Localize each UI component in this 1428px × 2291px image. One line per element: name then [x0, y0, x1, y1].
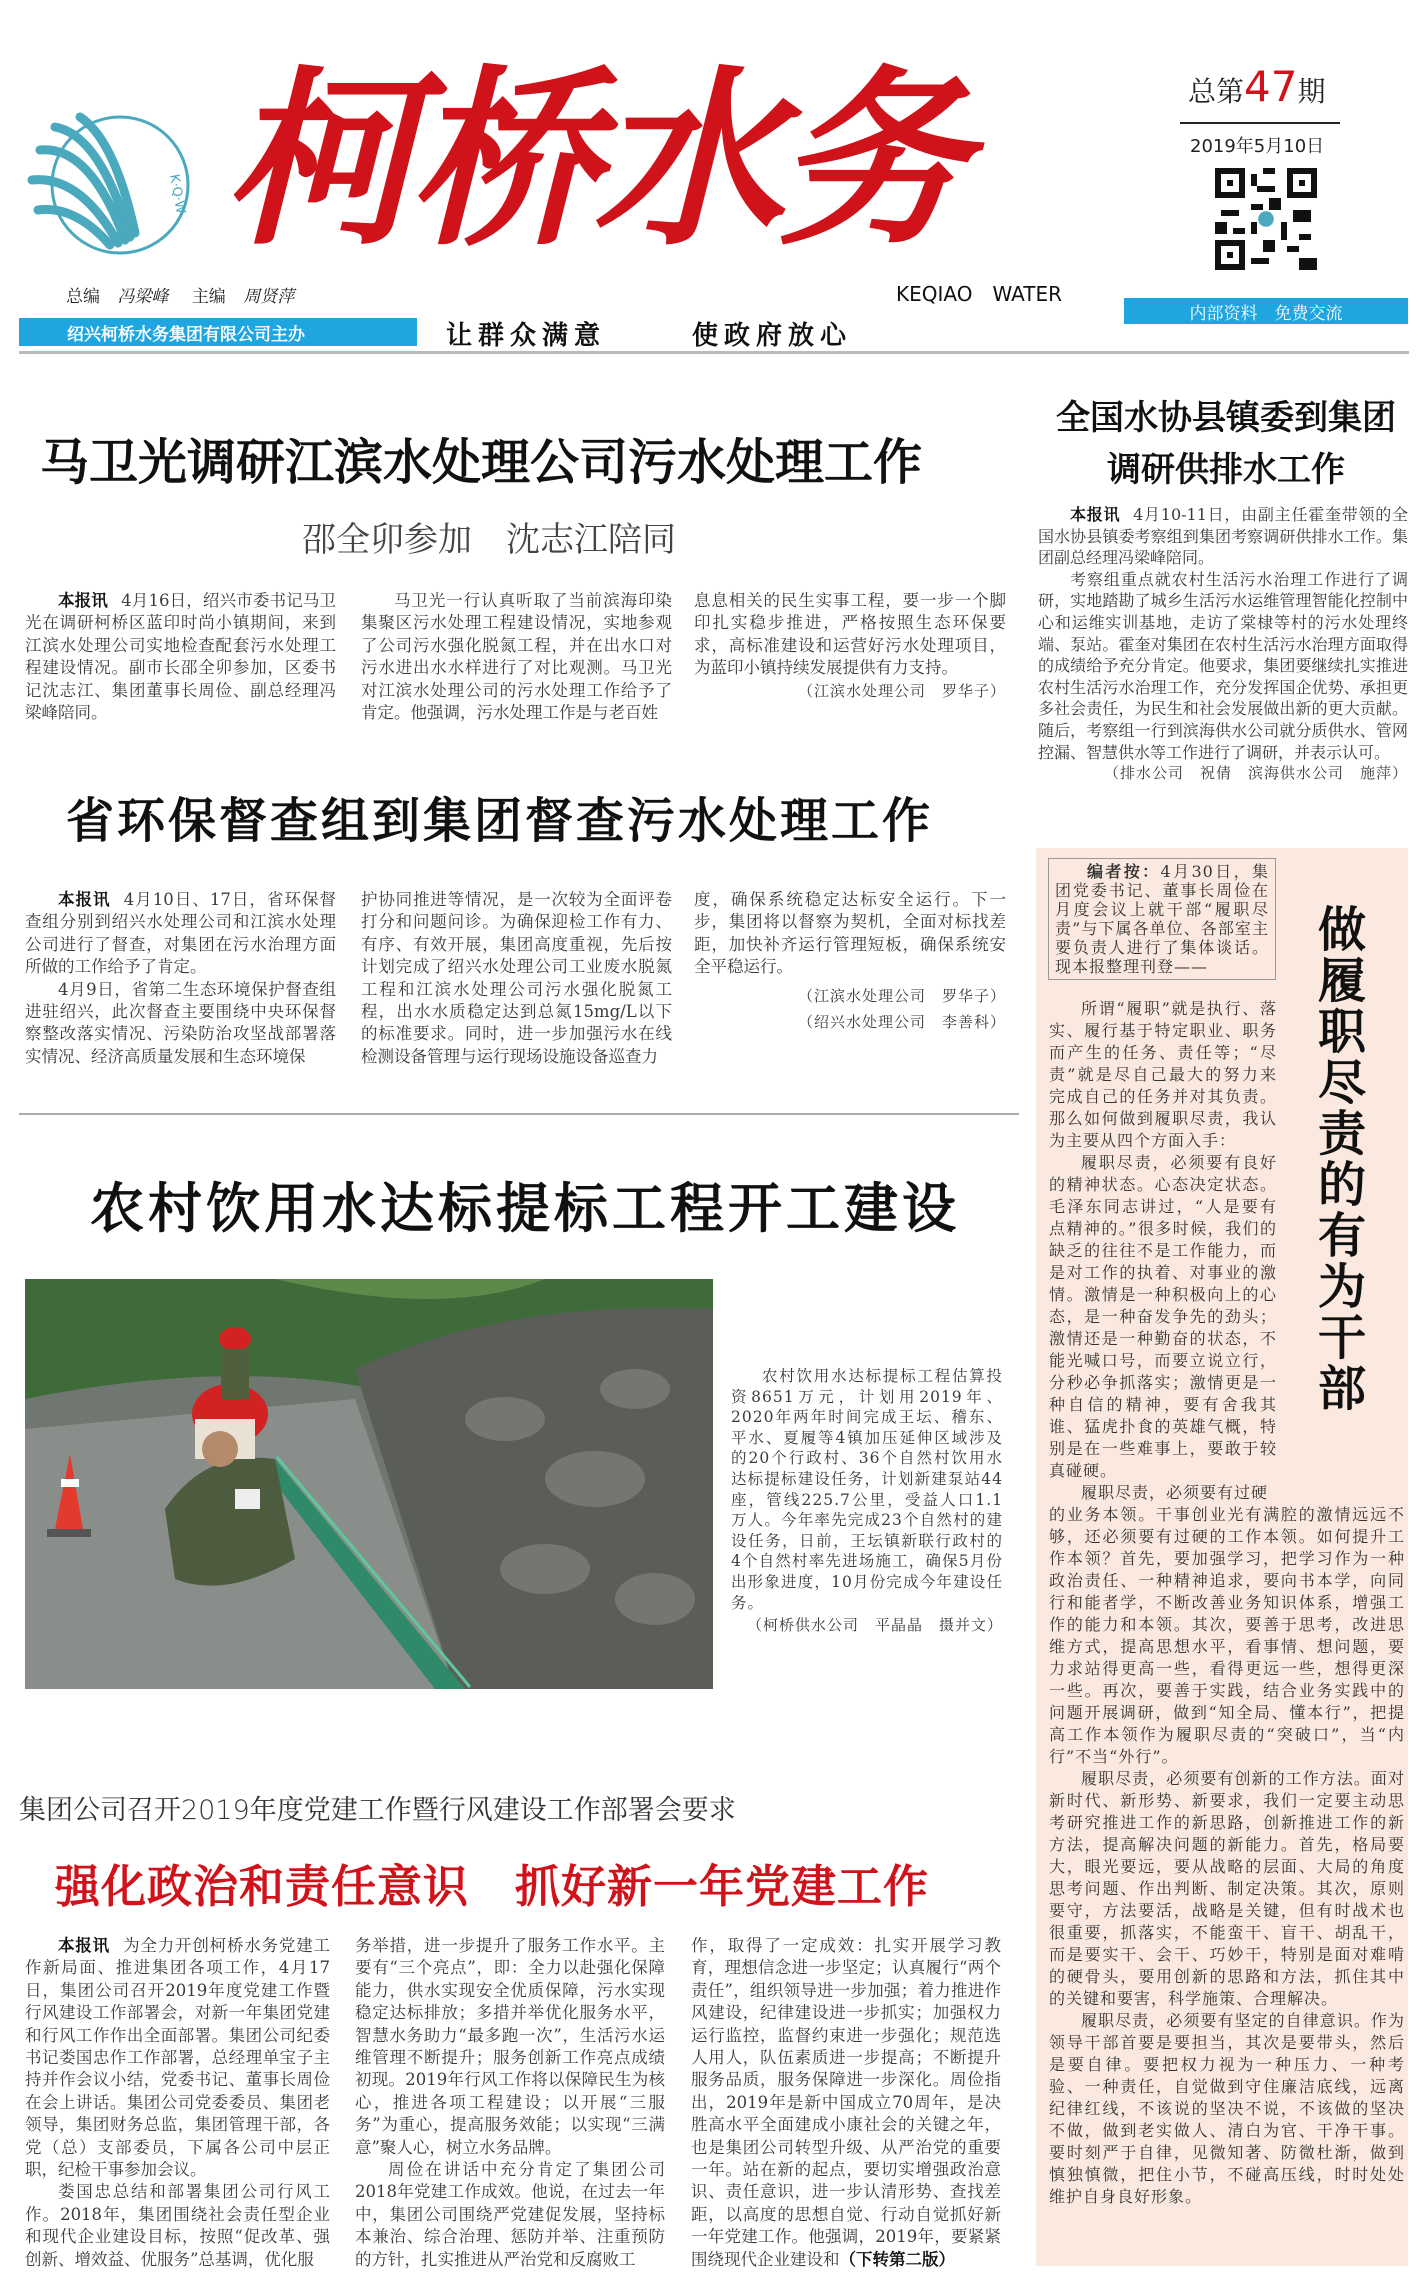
- article1-headline: 马卫光调研江滨水处理公司污水处理工作: [40, 434, 923, 491]
- article1-col3: [694, 590, 1006, 702]
- logo: [20, 105, 200, 265]
- issue-suffix: 期: [1297, 75, 1326, 108]
- issue-number: [1188, 62, 1325, 111]
- text: 履职尽责，必须要有良好的精神状态。心态决定状态。毛泽东同志讲过，“人是要有点精神的。”很多时候，我们的缺乏的往往不是工作能力，而是对工作的执着、对事业的激情。激情是一种积极向上的心态，是一种奋发争先的劲头；激情还是一种勤奋的状态，不能光喊口号，而要立说立行，分秒必争抓落实；激情更是一种自信的精神，要有舍我其谁、猛虎扑食的英雄气概，特别是在一些难事上，要敢于较真碰硬。: [1049, 1153, 1277, 1480]
- text: 4月16日，绍兴市委书记马卫光在调研柯桥区蓝印时尚小镇期间，来到江滨水处理公司实地检查配套污水处理工程建设情况。副市长邵全卯参加，区委书记沈志江、集团董事长周俭、副总经理冯梁峰陪同。: [25, 591, 336, 723]
- editor-label: 总编: [66, 287, 100, 307]
- internal-text: 内部资料 免费交流: [1189, 303, 1343, 324]
- text: 所谓“履职”就是执行、落实、履行基于特定职业、职务而产生的任务、责任等；“尽责”就是尽自己最大的努力来完成自己的任务并对其负责。那么如何做到履职尽责，我认为主要从四个方面入手：: [1049, 999, 1277, 1150]
- masthead-rule: [19, 351, 1409, 354]
- article2-col3: [694, 889, 1006, 1033]
- article4-col3: [691, 1935, 1001, 2271]
- article4-col2: [355, 1935, 665, 2271]
- note-lead: 编者按：: [1087, 862, 1161, 881]
- article4-kicker: 集团公司召开2019年度党建工作暨行风建设工作部署会要求: [19, 1795, 736, 1826]
- text: 履职尽责，必须要有坚定的自律意识。作为领导干部首要是要担当，其次是要带头，然后是要自律。要把权力视为一种压力、一种考验、一种责任，自觉做到守住廉洁底线，远离纪律红线，不该说的坚决不说，不该做的坚决不做，做到老实做人、清白为官、干净干事。要时刻严于自律，见微知著、防微杜渐，做到慎独慎微，把住小节，不碰高压线，时时处处维护自身良好形象。: [1049, 2011, 1405, 2206]
- note-text: 4月30日，集团党委书记、董事长周俭在月度会议上就干部“履职尽责”与下属各单位、各部室主要负责人进行了集体谈话。现本报整理刊登——: [1055, 862, 1269, 976]
- byline: （柯桥供水公司 平晶晶 摄并文）: [746, 1616, 1003, 1635]
- text: 考察组重点就农村生活污水治理工作进行了调研，实地踏勘了城乡生活污水运维管理智能化控制中心和运维实训基地，走访了棠棣等村的污水处理终端、泵站。霍奎对集团在农村生活污水治理方面取得的成绩给予充分肯定。他要求，集团要继续扎实推进农村生活污水治理工作，充分发挥国企优势、承担更多社会责任，为民生和社会发展做出新的更大贡献。随后，考察组一行到滨海供水公司就分质供水、管网控漏、智慧供水等工作进行了调研，并表示认可。: [1038, 569, 1408, 762]
- chief-name: 周贤萍: [243, 287, 295, 307]
- sponsor-bar: [19, 318, 417, 346]
- text: 作，取得了一定成效：扎实开展学习教育，理想信念进一步坚定；认真履行“两个责任”，组织领导进一步加强；着力推进作风建设，纪律建设进一步抓实；加强权力运行监控，监督约束进一步强化；规范选人用人，队伍素质进一步提高；不断提升服务品质，服务保障进一步深化。周俭指出，2019年是新中国成立70周年，是决胜高水平全面建成小康社会的关键之年，也是集团公司转型升级、从严治党的重要一年。站在新的起点，要切实增强政治意识、责任意识，进一步认清形势、查找差距，以高度的思想自觉、行动自觉抓好新一年党建工作。他强调，2019年，要紧紧围绕现代企业建设和: [691, 1936, 1001, 2269]
- article1-col1: [25, 590, 336, 724]
- article1-subhead: 邵全卯参加 沈志江陪同: [302, 520, 676, 560]
- worker-back: [219, 1327, 251, 1399]
- article3-headline: 农村饮用水达标提标工程开工建设: [90, 1177, 960, 1240]
- logo-letters: K·Q·W: [166, 173, 188, 215]
- right-headline-1: 全国水协县镇委到集团: [1056, 398, 1396, 438]
- text: 4月9日，省第二生态环境保护督查组进驻绍兴，此次督查主要围绕中央环保督察整改落实情况、污染防治攻坚战部署落实情况、经济高质量发展和生态环境保: [25, 979, 336, 1066]
- editors: [66, 282, 294, 307]
- article2-col2: [361, 889, 672, 1068]
- article2-headline: 省环保督查组到集团督查污水处理工作: [66, 793, 934, 849]
- lead-label: 本报讯: [58, 591, 108, 610]
- text: 履职尽责，必须要有过硬: [1081, 1483, 1269, 1502]
- issue-num: 47: [1244, 62, 1298, 111]
- chief-label: 主编: [191, 287, 226, 307]
- right-article-body: [1038, 504, 1408, 785]
- lead-label: 本报讯: [58, 890, 111, 909]
- slogan-1: 让群众满意: [446, 321, 607, 351]
- editor-note: [1048, 858, 1276, 980]
- text: 度，确保系统稳定达标安全运行。下一步，集团将以督察为契机，全面对标找差距，加快补齐运行管理短板，确保系统安全平稳运行。: [694, 890, 1006, 977]
- article4-headline: 强化政治和责任意识 抓好新一年党建工作: [55, 1860, 930, 1913]
- byline: （排水公司 祝倩 滨海供水公司 施萍）: [1103, 764, 1408, 783]
- feature-flow: [1048, 858, 1406, 2208]
- lead-label: 本报讯: [58, 1936, 110, 1955]
- text: 4月10-11日，由副主任霍奎带领的全国水协县镇委考察组到集团考察调研供排水工作。集团副总经理冯梁峰陪同。: [1038, 505, 1408, 568]
- article2-col1: [25, 889, 336, 1068]
- text: 的业务本领。干事创业光有满腔的激情远远不够，还必须要有过硬的工作本领。如何提升工作本领？首先，要加强学习，把学习作为一种政治责任、一种精神追求，要向书本学，向同行和能者学，不断改善业务知识体系，增强工作的能力和本领。其次，要善于思考，改进思维方式，提高思想水平，看事情、想问题，要力求站得更高一些，看得更远一些，想得更深一些。再次，要善于实践，结合业务实践中的问题开展调研，做到“知全局、懂本行”，把提高工作本领作为履职尽责的“突破口”，当“内行”不当“外行”。: [1049, 1505, 1405, 1766]
- sponsor-text: 绍兴柯桥水务集团有限公司主办: [67, 324, 305, 345]
- byline: （江滨水处理公司 罗华子）: [797, 986, 1006, 1005]
- masthead: [0, 0, 1428, 355]
- issue-prefix: 总第: [1188, 75, 1245, 108]
- issue-divider: [1180, 122, 1340, 124]
- internal-badge: [1124, 298, 1408, 324]
- article4-col1: [25, 1935, 330, 2271]
- lead-label: 本报讯: [1070, 505, 1121, 524]
- text: 4月10日、17日，省环保督查组分别到绍兴水处理公司和江滨水处理公司进行了督查，对集团在污水治理方面所做的工作给予了肯定。: [25, 890, 337, 977]
- byline: （绍兴水处理公司 李善科）: [797, 1013, 1006, 1032]
- construction-photo: [25, 1279, 713, 1689]
- text: 履职尽责，必须要有创新的工作方法。面对新时代、新形势、新要求，我们一定要主动思考研究推进工作的新思路，创新推进工作的新方法，提高解决问题的新能力。首先，格局要大，眼光要远，要从战略的层面、大局的角度思考问题、作出判断、制定决策。其次，原则要守，方法要活，战略是关键，但有时战术也很重要，抓落实，不能蛮干、盲干、胡乱干，而是要实干、会干、巧妙干，特别是面对难啃的硬骨头，要用创新的思路和方法，抓住其中的关键和要害，科学施策、合理解决。: [1049, 1769, 1405, 2008]
- feature-title: 做履职尽责的有为干部: [1317, 902, 1366, 1417]
- text: 息息相关的民生实事工程，要一步一个脚印扎实稳步推进，严格按照生态环保要求，高标准建设和运营好污水处理项目，为蓝印小镇持续发展提供有力支持。: [694, 591, 1006, 678]
- text: 务举措，进一步提升了服务工作水平。主要有“三个亮点”，即：全力以赴强化保障能力，供水实现安全优质保障，污水实现稳定达标排放；多措并举优化服务水平，智慧水务助力“最多跑一次”，生活污水运维管理不断提升；服务创新工作亮点成绩初现。2019年行风工作将以保障民生为核心，推进各项工程建设；以开展“三服务”为重心，提高服务效能；以实现“三满意”聚人心，树立水务品牌。: [355, 1936, 665, 2157]
- text: 为全力开创柯桥水务党建工作新局面、推进集团各项工作，4月17日，集团公司召开2019年度党建工作暨行风建设工作部署会，对新一年集团党建和行风工作作出全面部署。集团公司纪委书记娄国忠作工作部署，总经理单宝子主持并作会议小结，党委书记、董事长周俭在会上讲话。集团公司党委委员、集团老领导，集团财务总监，集团管理干部，各党（总）支部委员，下属各公司中层正职，纪检干事参加会议。: [25, 1936, 331, 2180]
- slogan-2: 使政府放心: [692, 321, 853, 351]
- issue-date: 2019年5月10日: [1190, 136, 1325, 157]
- text: 周俭在讲话中充分肯定了集团公司2018年党建工作成效。他说，在过去一年中，集团公司围绕严党建促发展，坚持标本兼治、综合治理、惩防并举、注重预防的方针，扎实推进从严治党和反腐败工: [355, 2160, 665, 2269]
- continued-link[interactable]: （下转第二版）: [839, 2249, 955, 2269]
- article1-col2: [361, 590, 672, 724]
- text: 娄国忠总结和部署集团公司行风工作。2018年，集团围绕社会责任型企业和现代企业建设目标，按照“促改革、强创新、增效益、优服务”总基调，优化服: [25, 2182, 330, 2269]
- editor-name: 冯梁峰: [117, 287, 169, 307]
- feature-narrow-body: [1049, 998, 1277, 1504]
- text: 马卫光一行认真听取了当前滨海印染集聚区污水处理工程建设情况，实地参观了公司污水强化脱氮工程，并在出水口对污水进出水水样进行了对比观测。马卫光对江滨水处理公司的污水处理工作给予了肯定。他强调，污水处理工作是与老百姓: [361, 591, 672, 723]
- right-headline-2: 调研供排水工作: [1107, 450, 1345, 490]
- caption-text: 农村饮用水达标提标工程估算投资8651万元，计划用2019年、2020年两年时间完成王坛、稽东、平水、夏履等4镇加压延伸区域涉及的20个行政村、36个自然村饮用水达标提标建设任务，计划新建泵站44座，管线225.7公里，受益人口1.1万人。今年率先完成23个自然村的建设任务，日前，王坛镇新联行政村的4个自然村率先进场施工，确保5月份出形象进度，10月份完成今年建设任务。: [731, 1367, 1003, 1612]
- english-name: KEQIAO WATER: [896, 282, 1063, 306]
- feature-wide-body: [1049, 1504, 1405, 2208]
- qr-code: [1215, 167, 1317, 271]
- text: 护协同推进等情况，是一次较为全面评卷打分和问题问诊。为确保迎检工作有力、有序、有效开展，集团高度重视，先后按计划完成了绍兴水处理公司工业废水脱氮工程和江滨水处理公司污水强化脱氮工程，出水水质稳定达到总氮15mg/L以下的标准要求。同时，进一步加强污水在线检测设备管理与运行现场设施设备巡查力: [361, 890, 672, 1066]
- section-divider: [19, 1113, 1019, 1115]
- photo-caption: [731, 1366, 1003, 1636]
- byline: （江滨水处理公司 罗华子）: [797, 681, 1006, 700]
- masthead-title: 柯桥水务: [225, 48, 962, 271]
